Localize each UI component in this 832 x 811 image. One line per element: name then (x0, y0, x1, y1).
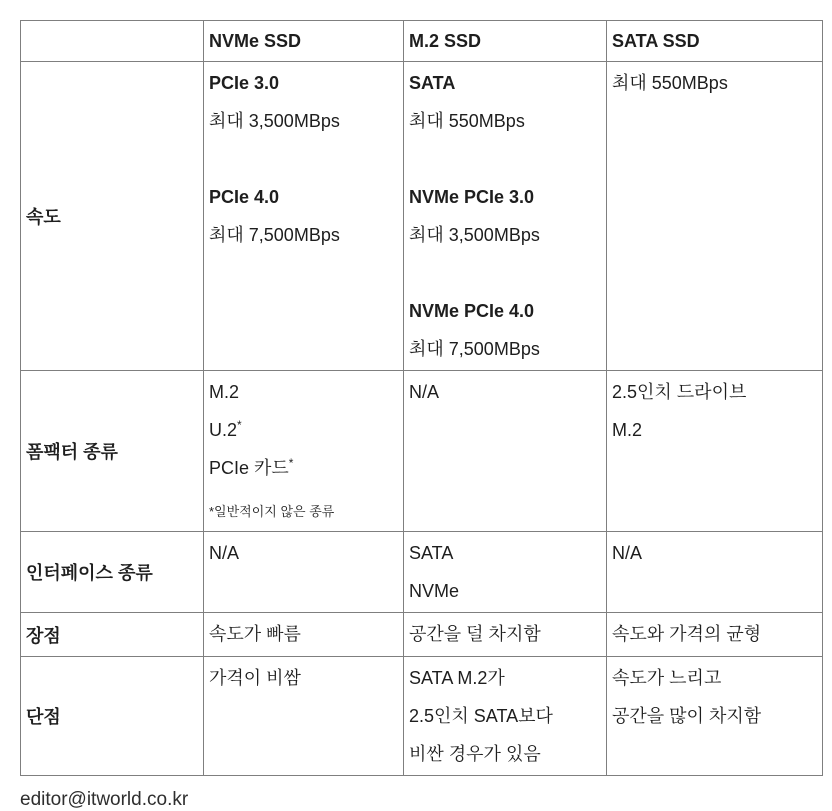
footnote-line: *일반적이지 않은 종류 (209, 504, 335, 519)
row-header: 장점 (21, 613, 204, 657)
table-cell (607, 532, 823, 613)
column-header-nvme-ssd: NVMe SSD (204, 21, 404, 62)
cell-line: 최대 3,500MBps (209, 111, 340, 131)
cell-line: SATA (409, 543, 454, 563)
cell-line: N/A (612, 543, 643, 563)
cell-line: NVMe PCIe 4.0 (409, 301, 535, 321)
cell-line: N/A (409, 382, 440, 402)
table-row (21, 62, 823, 371)
table-row (21, 371, 823, 532)
cell-line: NVMe PCIe 3.0 (409, 187, 535, 207)
cell-line (209, 140, 397, 178)
cell-line (409, 254, 600, 292)
cell-line: 속도가 빠름 (209, 624, 301, 644)
cell-line: 최대 550MBps (409, 111, 525, 131)
cell-line: N/A (209, 543, 240, 563)
row-header: 단점 (21, 657, 204, 776)
cell-line: 속도와 가격의 균형 (612, 624, 762, 644)
cell-line: U.2* (209, 418, 242, 440)
table-cell (404, 62, 607, 371)
ssd-comparison-table (20, 20, 823, 776)
table-cell (404, 371, 607, 532)
table-cell (204, 62, 404, 371)
table-cell (607, 62, 823, 371)
cell-line: 최대 3,500MBps (409, 225, 540, 245)
table-row (21, 532, 823, 613)
cell-line: SATA (409, 73, 456, 93)
cell-line: M.2 (209, 382, 240, 402)
cell-line: NVMe (409, 581, 460, 601)
cell-line: 속도가 느리고 (612, 668, 722, 688)
table-cell (607, 613, 823, 657)
table-cell (404, 532, 607, 613)
table-cell (204, 371, 404, 532)
cell-line: 공간을 많이 차지함 (612, 706, 762, 726)
table-cell (607, 371, 823, 532)
table-row (21, 657, 823, 776)
table-cell (204, 613, 404, 657)
row-header: 속도 (21, 62, 204, 371)
cell-line (409, 140, 600, 178)
column-header-m2-ssd: M.2 SSD (404, 21, 607, 62)
table-header-row (21, 21, 823, 62)
row-header: 인터페이스 종류 (21, 532, 204, 613)
cell-line: M.2 (612, 420, 643, 440)
cell-line: 최대 7,500MBps (409, 339, 540, 359)
cell-line: 공간을 덜 차지함 (409, 624, 541, 644)
footer-email: editor@itworld.co.kr (20, 789, 189, 810)
column-header-sata-ssd: SATA SSD (607, 21, 823, 62)
table-cell (607, 657, 823, 776)
table-body (21, 62, 823, 776)
table-cell (204, 657, 404, 776)
asterisk-superscript: * (237, 418, 242, 432)
cell-line: PCIe 카드* (209, 456, 294, 478)
cell-line: 2.5인치 SATA보다 (409, 706, 553, 726)
asterisk-superscript: * (288, 456, 294, 470)
cell-line: 가격이 비쌈 (209, 668, 301, 688)
cell-line: SATA M.2가 (409, 668, 505, 688)
cell-line: 2.5인치 드라이브 (612, 382, 747, 402)
cell-line: 최대 7,500MBps (209, 225, 340, 245)
row-header: 폼팩터 종류 (21, 371, 204, 532)
table-cell (204, 532, 404, 613)
cell-line: PCIe 4.0 (209, 187, 280, 207)
column-header-blank (21, 21, 204, 62)
cell-line: PCIe 3.0 (209, 73, 280, 93)
cell-line: 최대 550MBps (612, 73, 728, 93)
cell-line: 비싼 경우가 있음 (409, 744, 541, 764)
table-cell (404, 613, 607, 657)
table-cell (404, 657, 607, 776)
table-row (21, 613, 823, 657)
